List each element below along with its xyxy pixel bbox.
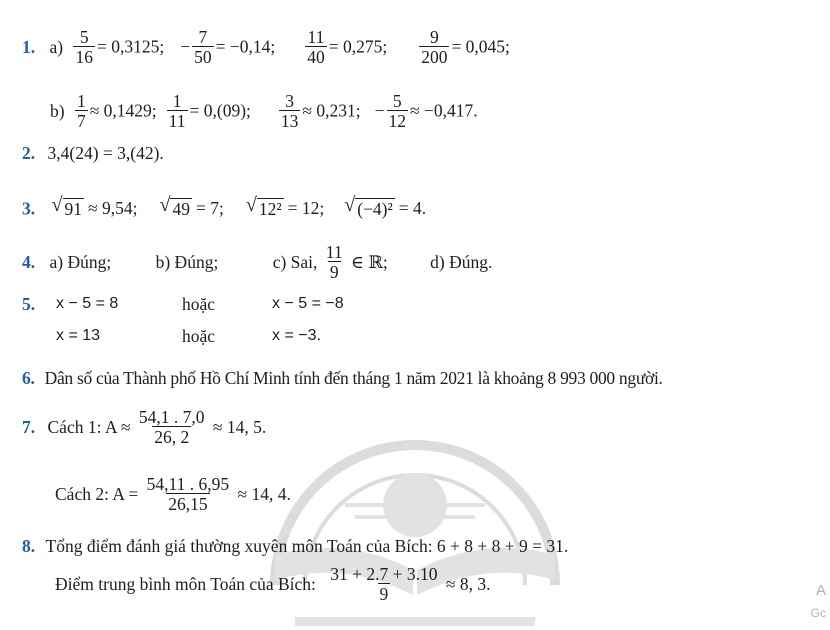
exercise-8-line-2	[55, 565, 491, 604]
denominator: 7	[76, 111, 86, 132]
numerator: 11	[307, 27, 325, 47]
answer-b: b) Đúng;	[155, 251, 219, 272]
part-label: a)	[49, 36, 64, 57]
numerator: 7	[198, 27, 208, 47]
value: = 0,(09);	[189, 100, 251, 121]
fraction-expression	[180, 27, 276, 68]
radicand: 12²	[258, 198, 282, 219]
item-number: 4.	[22, 251, 36, 272]
connector: hoặc	[182, 326, 216, 346]
equation: x − 5 = −8	[272, 295, 344, 312]
item-number: 1.	[22, 36, 36, 57]
radicand: 91	[64, 198, 82, 219]
denominator: 13	[280, 111, 299, 132]
fraction	[75, 92, 88, 131]
exercise-4	[22, 243, 492, 282]
exercise-1-b	[50, 92, 478, 131]
exercise-7-method-1	[22, 408, 266, 447]
square-root	[245, 193, 284, 220]
equation: x − 5 = 8	[56, 295, 119, 312]
fraction	[305, 28, 327, 67]
radicand: (−4)²	[357, 198, 393, 219]
fraction-expression	[165, 91, 251, 132]
answer-c-set: ∈ ℝ;	[351, 251, 388, 272]
fraction-expression	[71, 27, 165, 68]
numerator: 5	[392, 91, 402, 111]
item-number: 6.	[22, 368, 35, 388]
fraction	[167, 92, 188, 131]
numerator: 9	[429, 27, 439, 47]
part-label: b)	[50, 100, 65, 121]
item-number: 7.	[22, 416, 36, 437]
fraction	[279, 92, 301, 131]
exercise-2	[22, 143, 164, 164]
numerator: 3	[285, 91, 295, 111]
fraction-expression	[277, 91, 361, 132]
root-expression	[159, 193, 224, 219]
equation: x = −3.	[272, 327, 321, 344]
answer-label: Điểm trung bình môn Toán của Bích:	[55, 573, 316, 594]
fraction-expression	[374, 91, 478, 132]
denominator: 50	[194, 47, 212, 68]
value: ≈ 0,231;	[302, 100, 361, 121]
exercise-8-line-1	[22, 536, 568, 557]
result: ≈ 14, 5.	[212, 416, 267, 437]
edge-text: Gc	[810, 606, 826, 620]
square-root	[159, 193, 192, 220]
value: = 0,275;	[328, 36, 388, 57]
exercise-6	[22, 368, 663, 389]
radical-sign: √	[51, 193, 63, 216]
item-number: 8.	[22, 536, 36, 556]
item-number: 2.	[22, 143, 36, 163]
answer-a: a) Đúng;	[49, 251, 112, 272]
radical-sign: √	[159, 193, 171, 216]
radical-sign: √	[344, 193, 356, 216]
denominator: 12	[388, 111, 407, 132]
value: = 0,045;	[451, 36, 510, 57]
result: ≈ 14, 4.	[237, 483, 291, 504]
value: = 4.	[398, 198, 427, 219]
answer-text: Tổng điểm đánh giá thường xuyên môn Toán của Bích: 6 + 8 + 8 + 9 = 31.	[45, 536, 569, 556]
result: ≈ 8, 3.	[445, 573, 491, 594]
radical-sign: √	[245, 193, 257, 216]
value: = 0,3125;	[96, 36, 165, 57]
value: = −0,14;	[215, 36, 276, 57]
edge-text: A	[815, 582, 826, 599]
answer-text: Dân số của Thành phố Hồ Chí Minh tính đến tháng 1 năm 2021 là khoảng 8 993 000 người.	[44, 368, 663, 388]
fraction: $\frac{11}{9}$	[325, 242, 343, 283]
radicand: 49	[172, 198, 190, 219]
method-label: Cách 1: A ≈	[47, 416, 131, 437]
denominator: 200	[421, 47, 448, 68]
sign: −	[374, 100, 385, 121]
sign: −	[180, 36, 191, 57]
square-root	[51, 193, 85, 220]
method-label: Cách 2: A =	[55, 483, 139, 504]
square-root	[344, 193, 395, 220]
root-expression	[51, 193, 138, 219]
item-number: 5.	[22, 294, 36, 314]
denominator: 11	[168, 111, 186, 132]
numerator: 1	[172, 91, 182, 111]
fraction: $\frac{54,11 . 6,95}{26,15}$	[146, 474, 230, 515]
fraction	[192, 28, 214, 67]
answer-c: c) Sai,	[272, 251, 318, 272]
denominator: 16	[75, 47, 93, 68]
equation: x = 13	[56, 327, 101, 344]
connector: hoặc	[182, 294, 216, 314]
root-expression	[245, 193, 325, 219]
numerator: 5	[79, 27, 89, 47]
value: ≈ 0,1429;	[89, 100, 157, 121]
root-expression	[344, 193, 427, 219]
exercise-3	[22, 193, 427, 220]
answer-text: 3,4(24) = 3,(42).	[47, 143, 164, 163]
value: = 12;	[287, 198, 325, 219]
value: ≈ 9,54;	[88, 198, 138, 219]
fraction: $\frac{31 + 2.7 + 3.10}{9}$	[330, 564, 438, 605]
fraction-expression	[417, 27, 510, 68]
denominator: 40	[307, 47, 325, 68]
fraction-expression	[73, 91, 157, 132]
exercise-1-a	[22, 28, 510, 67]
fraction	[73, 28, 95, 67]
fraction	[387, 92, 409, 131]
exercise-5	[22, 294, 35, 315]
numerator: 1	[76, 91, 86, 111]
fraction: $\frac{54,1 . 7,0}{26, 2}$	[138, 407, 205, 448]
value: ≈ −0,417.	[410, 100, 478, 121]
fraction	[419, 28, 449, 67]
exercise-7-method-2	[55, 475, 291, 514]
fraction-expression	[303, 27, 388, 68]
value: = 7;	[195, 198, 224, 219]
answer-d: d) Đúng.	[430, 251, 493, 272]
item-number: 3.	[22, 198, 36, 219]
